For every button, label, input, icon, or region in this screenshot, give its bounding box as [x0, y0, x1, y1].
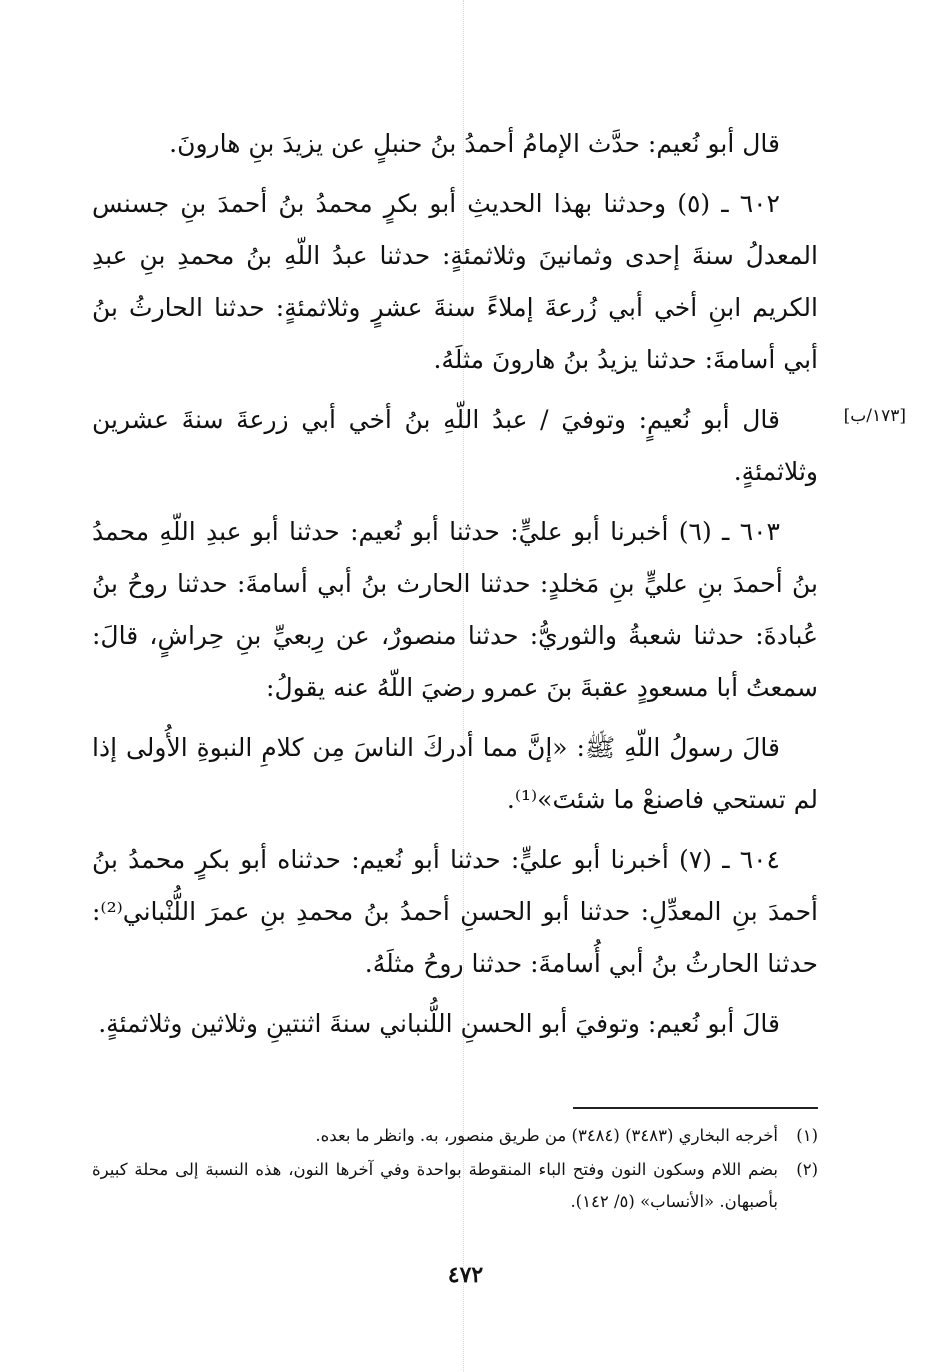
footnote-1 — [92, 1120, 818, 1152]
footnote-text: أخرجه البخاري (٣٤٨٣) (٣٤٨٤) من طريق منصور، به. وانظر ما بعده. — [315, 1126, 778, 1145]
footnote-2 — [92, 1154, 818, 1218]
paragraph-note-602: قال أبو نُعيمٍ: وتوفيَ / عبدُ اللّهِ بنُ أخي أبي زرعةَ سنةَ عشرين وثلاثمئةٍ. — [92, 405, 818, 486]
page-number: ٤٧٢ — [447, 1262, 484, 1288]
paragraph-hadith-603: ٦٠٣ ـ (٦) أخبرنا أبو عليٍّ: حدثنا أبو نُعيم: حدثنا أبو عبدِ اللّهِ محمدُ بنُ أحمدَ بنِ عليٍّ بنِ مَخلدٍ: حدثنا الحارث بنُ أبي أسامةَ: حدثنا روحُ بنُ عُبادةَ: حدثنا شعبةُ والثوريُّ: حدثنا منصورٌ، عن رِبعيِّ بنِ حِراشٍ، قالَ: سمعتُ أبا مسعودٍ عقبةَ بنَ عمرو رضيَ اللّهُ عنه يقولُ: — [92, 517, 818, 702]
footnote-number: (٢) — [796, 1160, 818, 1179]
paragraph-hadith-602: ٦٠٢ ـ (٥) وحدثنا بهذا الحديثِ أبو بكرٍ محمدُ بنُ أحمدَ بنِ جسنس المعدلُ سنةَ إحدى وثمانينَ وثلاثمئةٍ: حدثنا عبدُ اللّهِ بنُ محمدِ بنِ عبدِ الكريم ابنِ أخي أبي زُرعةَ إملاءً سنةَ عشرٍ وثلاثمئةٍ: حدثنا الحارثُ بنُ أبي أسامةَ: حدثنا يزيدُ بنُ هارونَ مثلَهُ. — [92, 189, 818, 374]
paragraph-hadith-604: ٦٠٤ ـ (٧) أخبرنا أبو عليٍّ: حدثنا أبو نُعيم: حدثناه أبو بكرٍ محمدُ بنُ أحمدَ بنِ المعدِّلِ: حدثنا أبو الحسنِ أحمدُ بنُ محمدِ بنِ عمرَ اللُّنْباني⁽²⁾: حدثنا الحارثُ بنُ أبي أُسامةَ: حدثنا روحُ مثلَهُ. — [92, 845, 818, 978]
footnote-separator — [573, 1107, 818, 1109]
paragraph-note-604: قالَ أبو نُعيم: وتوفيَ أبو الحسنِ اللُّنباني سنةَ اثنتينِ وثلاثين وثلاثمئةٍ. — [98, 1009, 780, 1038]
manuscript-folio-marker: [١٧٣/ب] — [843, 406, 906, 426]
main-text — [92, 118, 818, 1058]
paragraph-hadith-text: قالَ رسولُ اللّهِ ﷺ: «إنَّ مما أدركَ الناسَ مِن كلامِ النبوةِ الأُولى إذا لم تستحي فاصنعْ ما شئتَ»⁽¹⁾. — [92, 733, 818, 814]
footnotes — [92, 1120, 818, 1220]
paragraph-intro: قال أبو نُعيم: حدَّث الإمامُ أحمدُ بنُ حنبلٍ عن يزيدَ بنِ هارونَ. — [169, 129, 780, 158]
footnote-number: (١) — [796, 1126, 818, 1145]
footnote-text: بضم اللام وسكون النون وفتح الباء المنقوطة بواحدة وفي آخرها النون، هذه النسبة إلى محلة كبيرة بأصبهان. «الأنساب» (٥/ ١٤٢). — [92, 1160, 778, 1211]
